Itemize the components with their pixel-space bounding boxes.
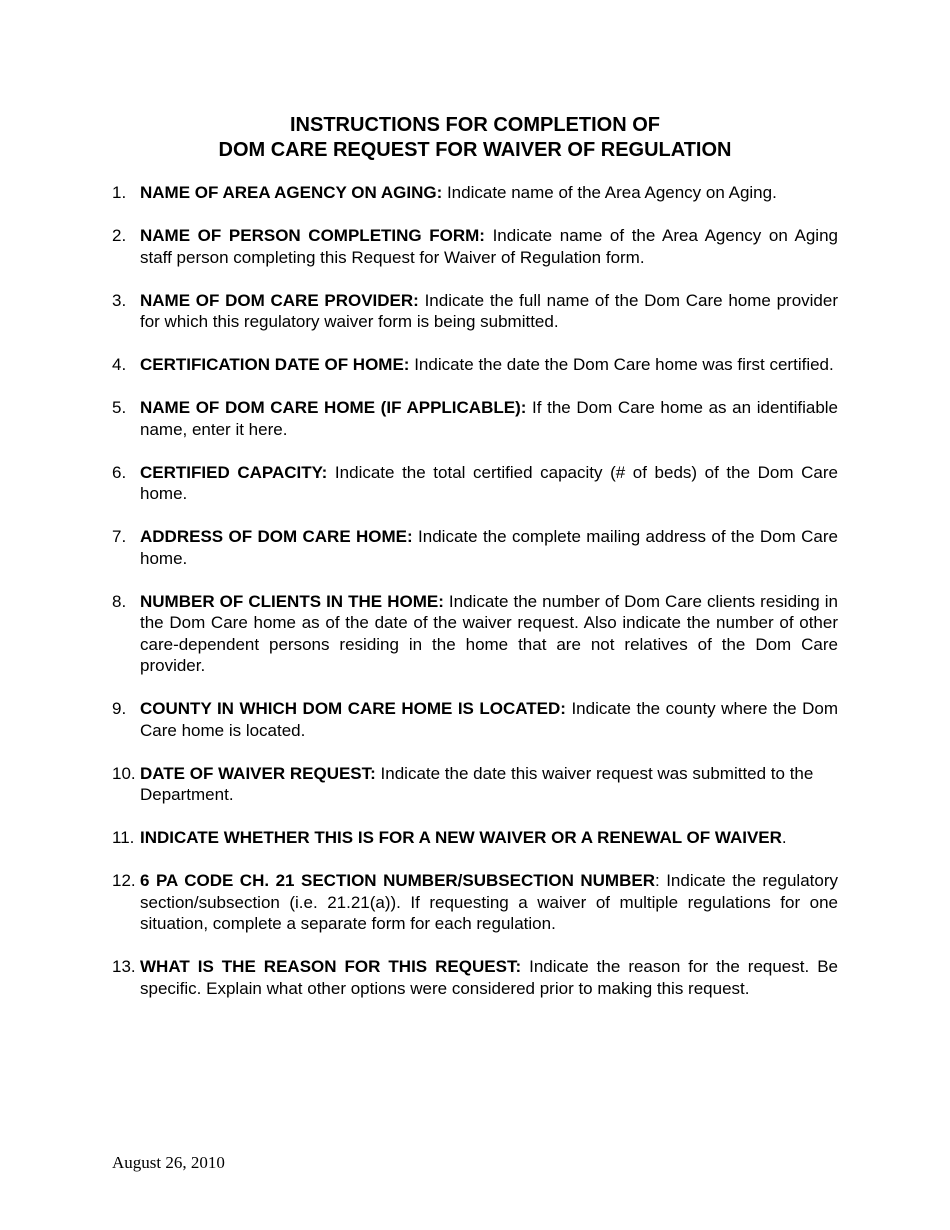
item-label: ADDRESS OF DOM CARE HOME:	[140, 527, 413, 546]
instruction-item	[112, 870, 838, 935]
item-label: COUNTY IN WHICH DOM CARE HOME IS LOCATED:	[140, 699, 566, 718]
instruction-item	[112, 698, 838, 741]
item-number: 3.	[112, 290, 127, 310]
item-suffix: .	[781, 828, 787, 847]
item-text: Indicate the number of Dom Care clients residing in the Dom Care home as of the date of the waiver request. Also indicate the number of other care-dependent persons residing in the home that are not relatives of the Dom Care provider.	[140, 591, 838, 675]
footer-date: August 26, 2010	[112, 1153, 225, 1172]
item-text: Indicate the full name of the Dom Care home provider for which this regulatory waiver form is being submitted.	[140, 290, 838, 331]
document-title	[0, 113, 950, 163]
instruction-item	[112, 526, 838, 569]
item-number: 1.	[112, 183, 127, 202]
item-number: 12.	[112, 871, 136, 890]
item-number: 4.	[112, 355, 127, 374]
item-text: If the Dom Care home as an identifiable name, enter it here.	[140, 398, 839, 439]
item-label: NAME OF AREA AGENCY ON AGING:	[140, 183, 443, 202]
item-label: INDICATE WHETHER THIS IS FOR A NEW WAIVER OR A RENEWAL OF WAIVER	[140, 828, 782, 847]
instruction-item	[112, 182, 838, 204]
item-label: NAME OF DOM CARE PROVIDER:	[140, 290, 419, 310]
item-text: : Indicate the regulatory section/subsection (i.e. 21.21(a)). If requesting a waiver of multiple regulations for one situation, complete a separate form for each regulation.	[140, 871, 838, 933]
item-number: 6.	[112, 462, 127, 482]
title-line-1: INSTRUCTIONS FOR COMPLETION OF	[290, 114, 660, 136]
item-number: 7.	[112, 527, 127, 546]
instruction-item	[112, 763, 838, 806]
item-number: 9.	[112, 699, 127, 718]
item-label: CERTIFICATION DATE OF HOME:	[140, 355, 410, 374]
item-label: CERTIFIED CAPACITY:	[140, 462, 328, 482]
item-number: 11.	[112, 828, 135, 847]
item-label: NAME OF DOM CARE HOME (IF APPLICABLE):	[140, 398, 527, 417]
instruction-item	[112, 290, 838, 333]
instructions-list	[112, 182, 838, 1021]
item-text: Indicate the complete mailing address of the Dom Care home.	[140, 527, 838, 568]
item-number: 2.	[112, 226, 127, 245]
item-label: WHAT IS THE REASON FOR THIS REQUEST:	[140, 957, 522, 976]
item-text: Indicate the date this waiver request was submitted to the Department.	[140, 763, 814, 804]
instruction-item	[112, 225, 838, 268]
item-text: Indicate the county where the Dom Care home is located.	[140, 699, 838, 740]
instruction-item	[112, 827, 838, 849]
item-number: 13.	[112, 957, 136, 976]
item-number: 10.	[112, 763, 136, 783]
instruction-item	[112, 397, 838, 440]
item-number: 8.	[112, 591, 127, 611]
item-label: NUMBER OF CLIENTS IN THE HOME:	[140, 591, 444, 611]
instruction-item	[112, 462, 838, 505]
instruction-item	[112, 591, 838, 677]
item-text: Indicate the date the Dom Care home was first certified.	[409, 355, 834, 374]
item-text: Indicate the total certified capacity (# of beds) of the Dom Care home.	[140, 462, 838, 503]
item-label: NAME OF PERSON COMPLETING FORM:	[140, 226, 485, 245]
item-text: Indicate name of the Area Agency on Aging staff person completing this Request for Waiver of Regulation form.	[140, 226, 838, 267]
item-number: 5.	[112, 398, 127, 417]
item-label: 6 PA CODE CH. 21 SECTION NUMBER/SUBSECTION NUMBER	[140, 871, 655, 890]
item-text: Indicate name of the Area Agency on Aging.	[442, 183, 777, 202]
item-text: Indicate the reason for the request. Be specific. Explain what other options were considered prior to making this request.	[140, 957, 839, 998]
title-line-2: DOM CARE REQUEST FOR WAIVER OF REGULATION	[218, 139, 732, 161]
item-label: DATE OF WAIVER REQUEST:	[140, 763, 376, 783]
instruction-item	[112, 956, 838, 999]
instruction-item	[112, 354, 838, 376]
